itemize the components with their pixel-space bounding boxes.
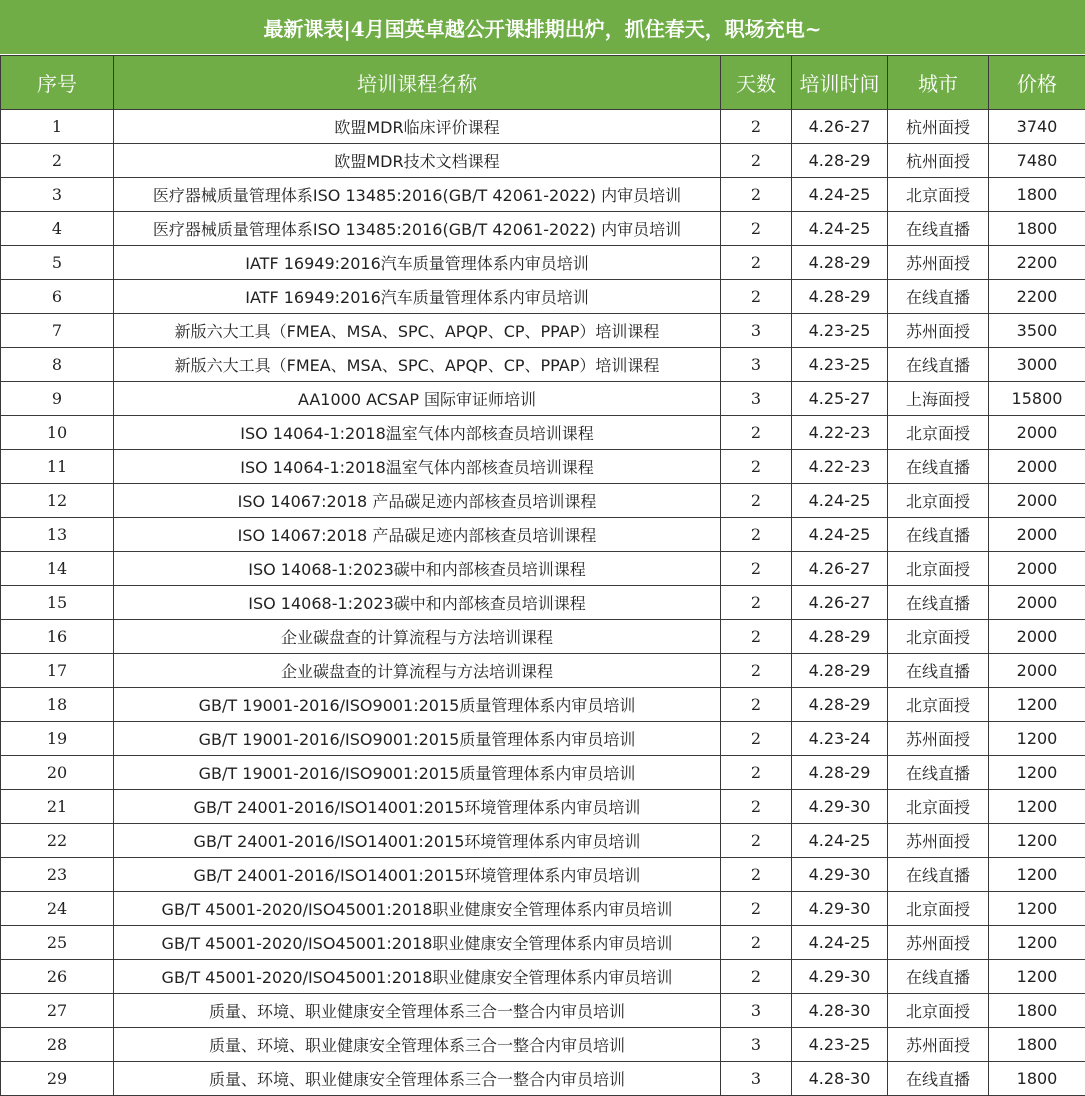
cell-city: 在线直播 [888,280,989,314]
cell-course-name: ISO 14068-1:2023碳中和内部核查员培训课程 [114,552,721,586]
cell-course-name: GB/T 45001-2020/ISO45001:2018职业健康安全管理体系内审员培训 [114,892,721,926]
table-row [1,824,1085,858]
cell-days: 3 [721,314,792,348]
cell-index: 13 [1,518,114,552]
cell-index: 14 [1,552,114,586]
cell-index: 3 [1,178,114,212]
cell-date: 4.24-25 [792,518,888,552]
cell-course-name: AA1000 ACSAP 国际审证师培训 [114,382,721,416]
cell-price: 1800 [989,994,1085,1028]
table-row [1,212,1085,246]
cell-index: 6 [1,280,114,314]
cell-index: 26 [1,960,114,994]
cell-city: 苏州面授 [888,1028,989,1062]
table-row [1,994,1085,1028]
cell-days: 3 [721,994,792,1028]
table-row [1,382,1085,416]
cell-index: 24 [1,892,114,926]
cell-index: 12 [1,484,114,518]
cell-days: 2 [721,892,792,926]
cell-city: 北京面授 [888,178,989,212]
cell-date: 4.23-25 [792,348,888,382]
cell-course-name: ISO 14064-1:2018温室气体内部核查员培训课程 [114,416,721,450]
cell-city: 北京面授 [888,620,989,654]
table-row [1,484,1085,518]
cell-days: 2 [721,280,792,314]
table-row [1,858,1085,892]
cell-city: 在线直播 [888,756,989,790]
cell-price: 2000 [989,518,1085,552]
cell-course-name: 企业碳盘查的计算流程与方法培训课程 [114,620,721,654]
cell-course-name: GB/T 45001-2020/ISO45001:2018职业健康安全管理体系内审员培训 [114,926,721,960]
cell-days: 2 [721,960,792,994]
cell-date: 4.28-30 [792,994,888,1028]
cell-index: 5 [1,246,114,280]
table-row [1,722,1085,756]
table-row [1,790,1085,824]
cell-price: 3740 [989,110,1085,144]
cell-price: 1200 [989,926,1085,960]
cell-index: 2 [1,144,114,178]
cell-city: 在线直播 [888,586,989,620]
cell-city: 北京面授 [888,892,989,926]
cell-price: 2000 [989,484,1085,518]
cell-index: 10 [1,416,114,450]
cell-days: 2 [721,416,792,450]
cell-city: 北京面授 [888,688,989,722]
cell-city: 杭州面授 [888,144,989,178]
cell-city: 北京面授 [888,484,989,518]
table-row [1,246,1085,280]
cell-date: 4.29-30 [792,858,888,892]
cell-city: 在线直播 [888,450,989,484]
cell-city: 在线直播 [888,348,989,382]
cell-date: 4.22-23 [792,450,888,484]
cell-city: 在线直播 [888,858,989,892]
cell-index: 20 [1,756,114,790]
cell-days: 2 [721,620,792,654]
cell-date: 4.23-24 [792,722,888,756]
cell-price: 1200 [989,960,1085,994]
cell-course-name: ISO 14067:2018 产品碳足迹内部核查员培训课程 [114,518,721,552]
table-row [1,348,1085,382]
cell-price: 1200 [989,824,1085,858]
cell-days: 2 [721,246,792,280]
cell-city: 苏州面授 [888,314,989,348]
cell-date: 4.28-29 [792,688,888,722]
cell-price: 3500 [989,314,1085,348]
table-row [1,178,1085,212]
cell-days: 2 [721,654,792,688]
column-header-days: 天数 [721,56,792,110]
cell-date: 4.26-27 [792,586,888,620]
cell-price: 2000 [989,654,1085,688]
cell-days: 2 [721,722,792,756]
cell-price: 1800 [989,212,1085,246]
cell-city: 北京面授 [888,416,989,450]
cell-index: 28 [1,1028,114,1062]
cell-course-name: GB/T 19001-2016/ISO9001:2015质量管理体系内审员培训 [114,688,721,722]
cell-index: 18 [1,688,114,722]
cell-price: 1200 [989,722,1085,756]
cell-price: 2000 [989,552,1085,586]
table-row [1,314,1085,348]
cell-days: 3 [721,1028,792,1062]
cell-course-name: GB/T 45001-2020/ISO45001:2018职业健康安全管理体系内审员培训 [114,960,721,994]
cell-city: 上海面授 [888,382,989,416]
cell-price: 1200 [989,790,1085,824]
cell-course-name: ISO 14068-1:2023碳中和内部核查员培训课程 [114,586,721,620]
cell-course-name: IATF 16949:2016汽车质量管理体系内审员培训 [114,280,721,314]
table-row [1,1062,1085,1096]
cell-index: 1 [1,110,114,144]
cell-city: 苏州面授 [888,246,989,280]
table-row [1,552,1085,586]
cell-course-name: 欧盟MDR临床评价课程 [114,110,721,144]
cell-index: 27 [1,994,114,1028]
cell-price: 2000 [989,586,1085,620]
cell-price: 2000 [989,416,1085,450]
cell-price: 2200 [989,246,1085,280]
cell-date: 4.29-30 [792,790,888,824]
cell-price: 15800 [989,382,1085,416]
cell-date: 4.24-25 [792,212,888,246]
cell-course-name: 医疗器械质量管理体系ISO 13485:2016(GB/T 42061-2022) 内审员培训 [114,212,721,246]
cell-date: 4.28-29 [792,246,888,280]
cell-price: 1200 [989,688,1085,722]
cell-index: 21 [1,790,114,824]
cell-city: 苏州面授 [888,722,989,756]
cell-days: 2 [721,110,792,144]
cell-days: 2 [721,688,792,722]
cell-days: 2 [721,212,792,246]
cell-date: 4.26-27 [792,110,888,144]
cell-price: 2000 [989,620,1085,654]
cell-date: 4.24-25 [792,824,888,858]
cell-date: 4.28-29 [792,144,888,178]
cell-days: 2 [721,552,792,586]
cell-course-name: 欧盟MDR技术文档课程 [114,144,721,178]
cell-index: 29 [1,1062,114,1096]
cell-city: 北京面授 [888,994,989,1028]
cell-days: 3 [721,382,792,416]
cell-days: 2 [721,178,792,212]
cell-index: 15 [1,586,114,620]
cell-index: 11 [1,450,114,484]
cell-days: 2 [721,484,792,518]
cell-course-name: 新版六大工具（FMEA、MSA、SPC、APQP、CP、PPAP）培训课程 [114,348,721,382]
cell-date: 4.23-25 [792,314,888,348]
cell-course-name: 企业碳盘查的计算流程与方法培训课程 [114,654,721,688]
table-row [1,586,1085,620]
cell-days: 2 [721,450,792,484]
cell-index: 16 [1,620,114,654]
cell-course-name: ISO 14064-1:2018温室气体内部核查员培训课程 [114,450,721,484]
table-row [1,280,1085,314]
table-row [1,1028,1085,1062]
cell-course-name: GB/T 24001-2016/ISO14001:2015环境管理体系内审员培训 [114,824,721,858]
cell-city: 在线直播 [888,654,989,688]
table-row [1,110,1085,144]
cell-course-name: 新版六大工具（FMEA、MSA、SPC、APQP、CP、PPAP）培训课程 [114,314,721,348]
cell-city: 在线直播 [888,518,989,552]
cell-date: 4.24-25 [792,484,888,518]
cell-index: 17 [1,654,114,688]
cell-index: 19 [1,722,114,756]
cell-city: 在线直播 [888,960,989,994]
table-header-row [1,56,1085,110]
cell-days: 3 [721,1062,792,1096]
cell-days: 2 [721,586,792,620]
cell-date: 4.28-30 [792,1062,888,1096]
table-row [1,688,1085,722]
table-row [1,144,1085,178]
cell-city: 杭州面授 [888,110,989,144]
cell-index: 23 [1,858,114,892]
cell-city: 苏州面授 [888,926,989,960]
cell-index: 7 [1,314,114,348]
cell-city: 在线直播 [888,1062,989,1096]
column-header-city: 城市 [888,56,989,110]
cell-city: 苏州面授 [888,824,989,858]
cell-course-name: 质量、环境、职业健康安全管理体系三合一整合内审员培训 [114,1028,721,1062]
cell-date: 4.29-30 [792,960,888,994]
table-row [1,518,1085,552]
column-header-course-name: 培训课程名称 [114,56,721,110]
column-header-date: 培训时间 [792,56,888,110]
cell-price: 2200 [989,280,1085,314]
cell-price: 2000 [989,450,1085,484]
cell-date: 4.28-29 [792,280,888,314]
cell-course-name: IATF 16949:2016汽车质量管理体系内审员培训 [114,246,721,280]
cell-index: 9 [1,382,114,416]
column-header-index: 序号 [1,56,114,110]
column-header-price: 价格 [989,56,1085,110]
cell-price: 1800 [989,1028,1085,1062]
cell-course-name: GB/T 24001-2016/ISO14001:2015环境管理体系内审员培训 [114,858,721,892]
cell-date: 4.29-30 [792,892,888,926]
cell-course-name: 质量、环境、职业健康安全管理体系三合一整合内审员培训 [114,1062,721,1096]
cell-date: 4.24-25 [792,926,888,960]
cell-price: 1200 [989,756,1085,790]
cell-date: 4.24-25 [792,178,888,212]
cell-city: 北京面授 [888,552,989,586]
cell-index: 4 [1,212,114,246]
cell-days: 2 [721,756,792,790]
cell-course-name: GB/T 19001-2016/ISO9001:2015质量管理体系内审员培训 [114,722,721,756]
cell-price: 1800 [989,1062,1085,1096]
table-row [1,926,1085,960]
table-row [1,892,1085,926]
cell-course-name: 质量、环境、职业健康安全管理体系三合一整合内审员培训 [114,994,721,1028]
cell-days: 2 [721,858,792,892]
cell-date: 4.26-27 [792,552,888,586]
cell-days: 2 [721,824,792,858]
cell-index: 8 [1,348,114,382]
course-table [0,55,1085,1096]
cell-days: 2 [721,144,792,178]
table-row [1,620,1085,654]
table-row [1,756,1085,790]
cell-days: 3 [721,348,792,382]
table-row [1,416,1085,450]
cell-course-name: GB/T 19001-2016/ISO9001:2015质量管理体系内审员培训 [114,756,721,790]
cell-date: 4.28-29 [792,756,888,790]
table-row [1,450,1085,484]
cell-price: 1800 [989,178,1085,212]
cell-date: 4.25-27 [792,382,888,416]
cell-date: 4.22-23 [792,416,888,450]
cell-days: 2 [721,518,792,552]
cell-index: 25 [1,926,114,960]
cell-price: 7480 [989,144,1085,178]
cell-date: 4.23-25 [792,1028,888,1062]
cell-price: 3000 [989,348,1085,382]
cell-days: 2 [721,790,792,824]
table-row [1,960,1085,994]
cell-date: 4.28-29 [792,620,888,654]
cell-price: 1200 [989,858,1085,892]
table-row [1,654,1085,688]
cell-days: 2 [721,926,792,960]
cell-price: 1200 [989,892,1085,926]
cell-course-name: GB/T 24001-2016/ISO14001:2015环境管理体系内审员培训 [114,790,721,824]
cell-date: 4.28-29 [792,654,888,688]
cell-course-name: ISO 14067:2018 产品碳足迹内部核查员培训课程 [114,484,721,518]
page-title: 最新课表|4月国英卓越公开课排期出炉，抓住春天，职场充电~ [0,0,1085,55]
cell-city: 北京面授 [888,790,989,824]
cell-city: 在线直播 [888,212,989,246]
cell-course-name: 医疗器械质量管理体系ISO 13485:2016(GB/T 42061-2022) 内审员培训 [114,178,721,212]
table-body [1,110,1085,1096]
cell-index: 22 [1,824,114,858]
